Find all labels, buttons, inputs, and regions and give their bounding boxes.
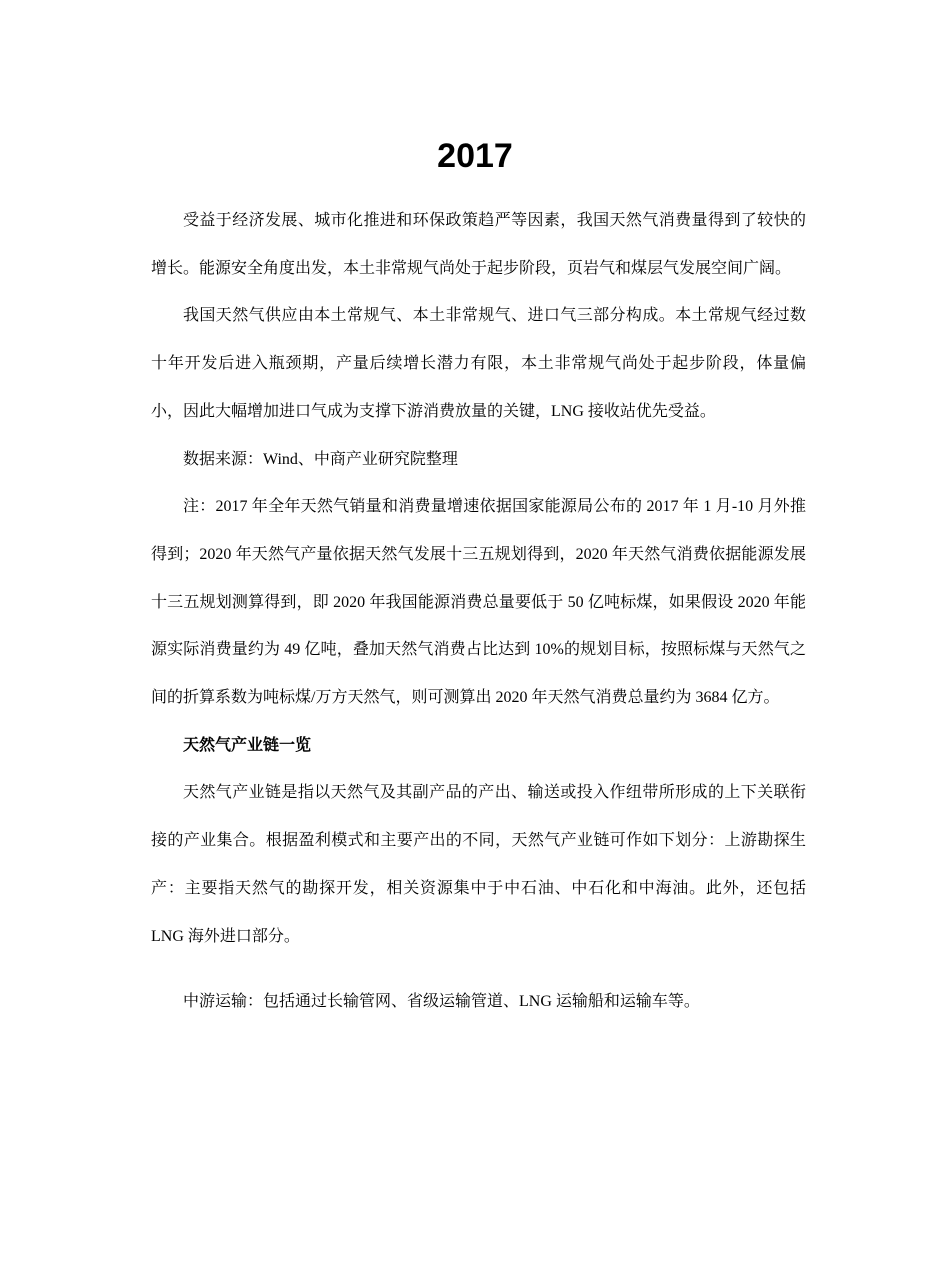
document-title: 2017 <box>437 137 513 175</box>
paragraph-industry-chain: 天然气产业链是指以天然气及其副产品的产出、输送或投入作纽带所形成的上下关联衔接的产业集合。根据盈利模式和主要产出的不同，天然气产业链可作如下划分：上游勘探生产：主要指天然气的勘探开发，相关资源集中于中石油、中石化和中海油。此外，还包括 LNG 海外进口部分。 <box>151 784 806 945</box>
paragraph-midstream: 中游运输：包括通过长输管网、省级运输管道、LNG 运输船和运输车等。 <box>183 993 700 1011</box>
paragraph-supply-structure: 我国天然气供应由本土常规气、本土非常规气、进口气三部分构成。本土常规气经过数十年开发后进入瓶颈期，产量后续增长潜力有限，本土非常规气尚处于起步阶段，体量偏小，因此大幅增加进口气成为支撑下游消费放量的关键，LNG 接收站优先受益。 <box>151 307 806 420</box>
paragraph-data-source: 数据来源：Wind、中商产业研究院整理 <box>183 450 458 468</box>
paragraph-note: 注：2017 年全年天然气销量和消费量增速依据国家能源局公布的 2017 年 1 月-10 月外推得到；2020 年天然气产量依据天然气发展十三五规划得到，2020 年天然气消费依据能源发展十三五规划测算得到，即 2020 年我国能源消费总量要低于 50 亿吨标煤，如果假设 2020 年能源实际消费量约为 49 亿吨，叠加天然气消费占比达到 10%的规划目标，按照标煤与天然气之间的折算系数为吨标煤/万方天然气，则可测算出 2020 年天然气消费总量约为 3684 亿方。 <box>151 498 806 707</box>
paragraph-consumption-growth: 受益于经济发展、城市化推进和环保政策趋严等因素，我国天然气消费量得到了较快的增长。能源安全角度出发，本土非常规气尚处于起步阶段，页岩气和煤层气发展空间广阔。 <box>151 212 806 277</box>
document-body <box>151 197 806 1026</box>
section-heading: 天然气产业链一览 <box>183 736 312 754</box>
